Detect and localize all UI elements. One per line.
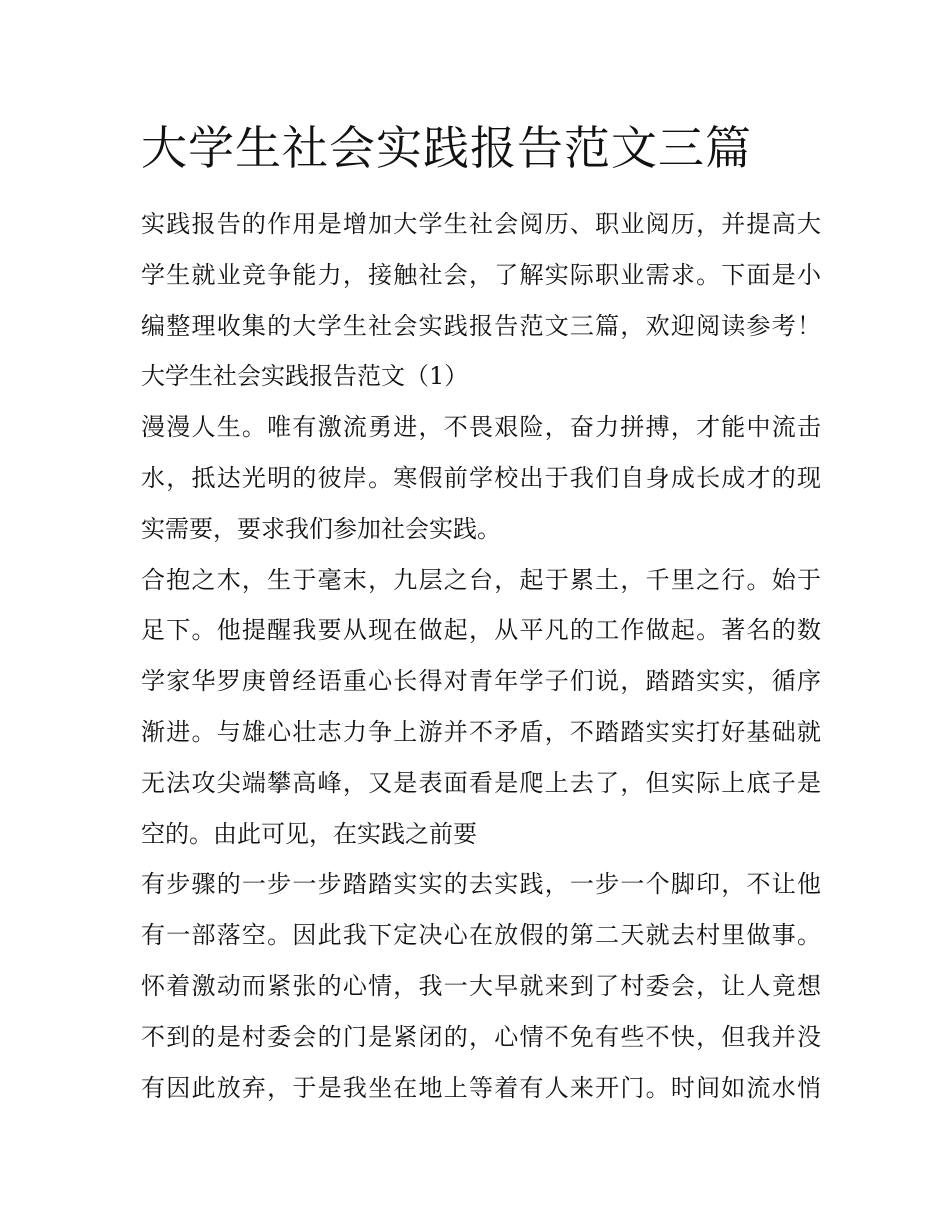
text-line: 实需要，要求我们参加社会实践。 — [141, 514, 501, 543]
text-line: 合抱之木，生于毫末，九层之台，起于累土，千里之行。始于 — [141, 565, 821, 594]
text-line: 怀着激动而紧张的心情，我一大早就来到了村委会，让人竟想 — [141, 971, 821, 1000]
text-line: 足下。他提醒我要从现在做起，从平凡的工作做起。著名的数 — [141, 616, 821, 645]
text-line: 学家华罗庚曾经语重心长得对青年学子们说，踏踏实实，循序 — [141, 667, 821, 696]
text-line: 编整理收集的大学生社会实践报告范文三篇，欢迎阅读参考！ — [141, 311, 821, 340]
page-title: 大学生社会实践报告范文三篇 — [141, 121, 752, 175]
text-line: 有因此放弃，于是我坐在地上等着有人来开门。时间如流水悄 — [141, 1073, 821, 1102]
text-line: 不到的是村委会的门是紧闭的，心情不免有些不快，但我并没 — [141, 1022, 821, 1051]
text-line: 有步骤的一步一步踏踏实实的去实践，一步一个脚印，不让他 — [141, 870, 821, 899]
text-line: 水，抵达光明的彼岸。寒假前学校出于我们自身成长成才的现 — [141, 463, 821, 492]
text-line: 无法攻尖端攀高峰，又是表面看是爬上去了，但实际上底子是 — [141, 768, 821, 797]
text-line: 漫漫人生。唯有激流勇进，不畏艰险，奋力拼搏，才能中流击 — [141, 413, 821, 442]
text-line: 实践报告的作用是增加大学生社会阅历、职业阅历，并提高大 — [141, 210, 821, 238]
text-line: 学生就业竞争能力，接触社会，了解实际职业需求。下面是小 — [141, 260, 821, 289]
section-heading: 大学生社会实践报告范文（1） — [141, 362, 469, 391]
document-body — [141, 199, 821, 1113]
text-line: 空的。由此可见，在实践之前要 — [141, 819, 477, 848]
text-line: 有一部落空。因此我下定决心在放假的第二天就去村里做事。 — [141, 921, 821, 950]
text-line: 渐进。与雄心壮志力争上游并不矛盾，不踏踏实实打好基础就 — [141, 717, 821, 746]
